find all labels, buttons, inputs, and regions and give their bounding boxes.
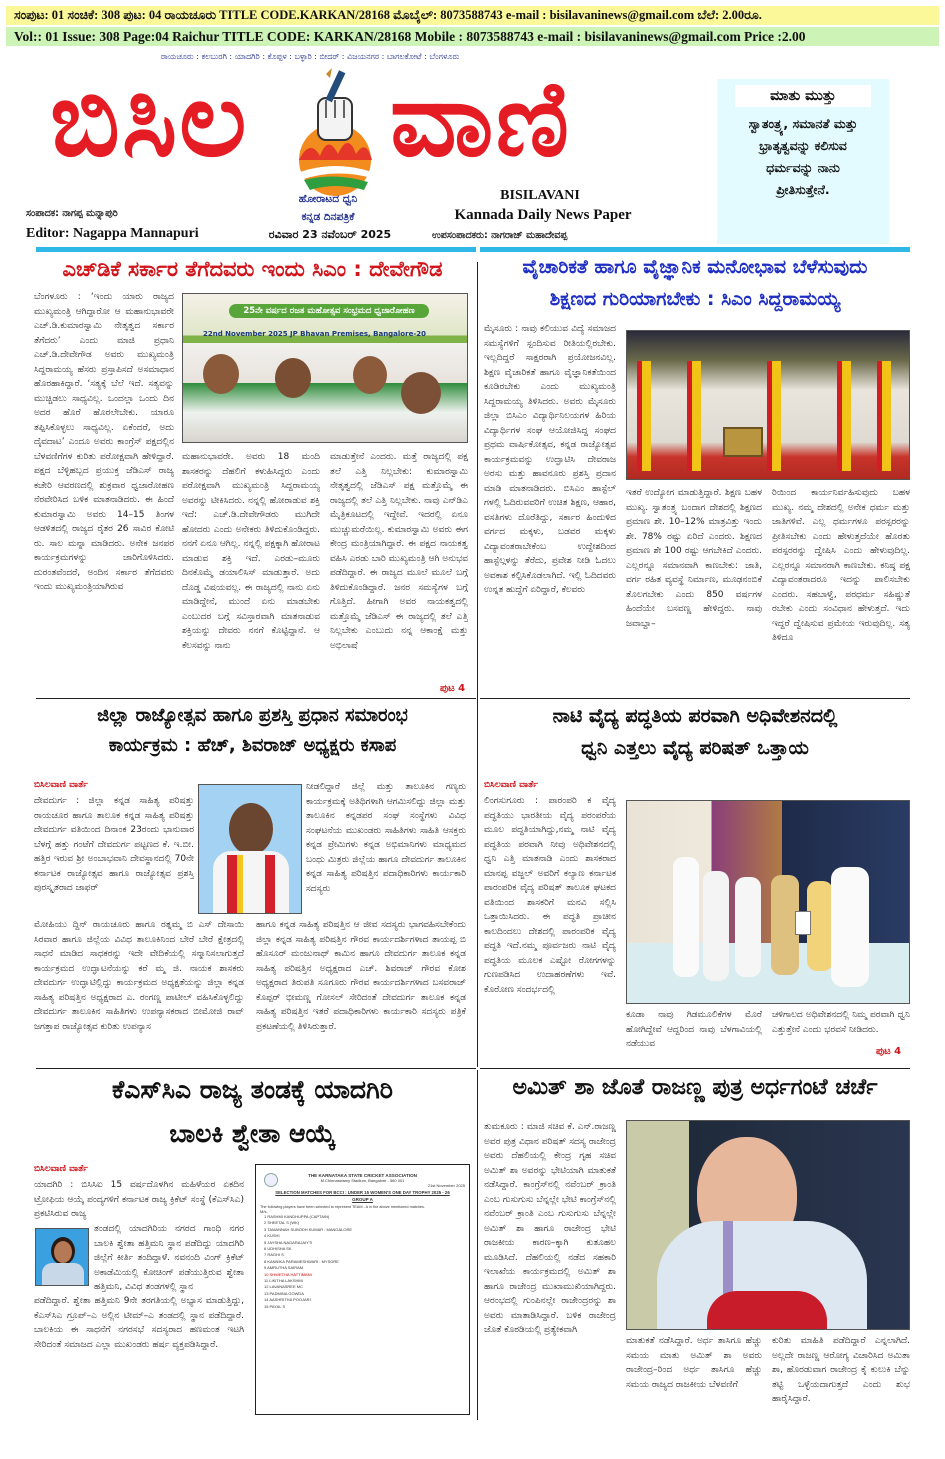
editor-kannada: ಸಂಪಾದಕ: ನಾಗಪ್ಪ ಮನ್ನಾಪುರಿ [26,208,118,219]
top-info-bar-english: Vol:: 01 Issue: 308 Page:04 Raichur TITLE CODE: KARKAN/28168 Mobile : 8073588743 e-mail : bisilavaninews@gmail.com Price :2.00 [6,27,939,46]
byline: ಬಿಸಿಲವಾಣಿ ವಾರ್ತೆ [34,780,88,790]
column-divider [477,1070,478,1420]
ksca-selection-document [255,1164,470,1415]
photo-banner: 25ನೇ ವರ್ಷದ ರಜತ ಮಹೋತ್ಸವ ಸಂಭ್ರಮದ ಧ್ವಜಾರೋಹಣ [229,304,429,318]
headline-line1[interactable]: ಜಿಲ್ಲಾ ರಾಜ್ಯೋತ್ಸವ ಹಾಗೂ ಪ್ರಶಸ್ತಿ ಪ್ರಧಾನ ಸಮಾರಂಭ [97,705,408,726]
article-column: ಲಿಂಗಸುಗೂರು : ಪಾರಂಪರಿ ಕ ವೈದ್ಯ ಪದ್ಧತಿಯು ಭಾರತೀಯ ವೈದ್ಯ ಪರಂಪರೆಯ ಮೂಲ ಪದ್ಧತಿಯಾಗಿದ್ದು,ನಮ್ಮ ನಾಟಿ ವೈದ್ಯ ಪದ್ಧತಿಯ ಪರವಾಗಿ ನೀವು ಅಧಿವೇಶನದಲ್ಲಿ ಧ್ವನಿ ಎತ್ತಿ ಮಾತನಾಡಿ ಎಂದು ಶಾಸಕರಾದ ಮಾನಪ್ಪ ವಜ್ಜಲ್ ಅವರಿಗೆ ಕಲ್ಯಾಣ ಕರ್ನಾಟಕ ಪಾರಂಪರಿಕ ವೈದ್ಯ ಪರಿಷತ್ ತಾಲೂಕ ಘಟಕದ ವತಿಯಿಂದ ಶಾಸಕರಿಗೆ ಮನವಿ ಸಲ್ಲಿಸಿ ಒತ್ತಾಯಿಸಿದರು. ಈ ಪದ್ಧತಿ ಪ್ರಾಚೀನ ಕಾಲದಿಂದಲು ದೇಶದಲ್ಲಿ ಪಾರಂಪರಿಕ ವೈದ್ಯ ಪದ್ಧತಿ ಇದೆ.ನಮ್ಮ ಪೂರ್ವಜರು ನಾಟಿ ವೈದ್ಯ ಪದ್ಧತಿಯ ಮೂಲಕ ಎಷ್ಟೋ ರೋಗಗಳನ್ನು ಗುಣಪಡಿಸಿದ ಉದಾಹರಣೆಗಳು ಇವೆ. ಕೊರೋಣ ಸಂದರ್ಭದಲ್ಲಿ [484,796,616,995]
article-column: ಪಡೆದಿದ್ದಾರೆ. ಶ್ವೇತಾ ಹತ್ತಿಮನಿ 9ನೇ ತರಗತಿಯಲ್ಲಿ ಅಭ್ಯಾಸ ಮಾಡುತ್ತಿದ್ದು, ಕೆಎಸ್‌ಸಿಎ ಗ್ರೂಪ್–ಎ ಅಲ್ಲಿನ ಟೀಮ್–ಎ ತಂಡದಲ್ಲಿ ಸ್ಥಾನ ಪಡೆದಿದ್ದಾರೆ. ಬಾಲಕಿಯ ಈ ಸಾಧನೆಗೆ ನಗರಸಭೆ ಸದಸ್ಯರಾದ ಹಣಮಂತ ಇಟಗಿ ಸೇರಿದಂತೆ ಸಮಾಜದ ಎಲ್ಲಾ ಮುಖಂಡರು ಹರ್ಷ ವ್ಯಕ್ತಪಡಿಸಿದ್ದಾರೆ. [34,1296,244,1350]
newspaper-name-english: BISILAVANI [500,188,580,203]
byline: ಬಿಸಿಲವಾಣಿ ವಾರ್ತೆ [34,1164,88,1174]
doc-org: THE KARNATAKA STATE CRICKET ASSOCIATION [308,1173,417,1178]
newspaper-logo[interactable] [50,58,660,192]
quote-body [717,113,889,201]
editor-english: Editor: Nagappa Mannapuri [26,226,199,241]
column-divider [477,262,478,1067]
article-column: ಚಳಿಗಾಲದ ಅಧಿವೇಶನದಲ್ಲಿ ನಿಮ್ಮ ಪರವಾಗಿ ಧ್ವನಿ ಎತ್ತುತ್ತೇನೆ ಎಂದು ಭರವಸೆ ನೀಡಿದರು. [772,1010,910,1035]
article-column: ನೀಡಲಿದ್ದಾರೆ ಜಿಲ್ಲೆ ಮತ್ತು ತಾಲೂಕಿನ ಗಣ್ಯರು ಕಾರ್ಯಕ್ರಮಕ್ಕೆ ಅತಿಥಿಗಳಾಗಿ ಆಗಮಿಸಲಿದ್ದು ಜಿಲ್ಲಾ ಮತ್ತು ತಾಲೂಕಿನ ಕನ್ನಡಪರ ಸಂಘ ಸಂಸ್ಥೆಗಳು ವಿವಿಧ ಸಂಘಟನೆಯ ಮುಖಂಡರು ಸಾಹಿತಿಗಳು ಸಾಹಿತಿ ಆಸಕ್ತರು ಕನ್ನಡ ಪ್ರೇಮಿಗಳು ಕನ್ನಡ ಅಭಿಮಾನಿಗಳು ಮಾಧ್ಯಮದ ಬಂಧು ಮಿತ್ರರು ಜಿಲ್ಲೆಯ ಹಾಗೂ ದೇವದುರ್ಗ ತಾಲೂಕಿನ ಕನ್ನಡ ಸಾಹಿತ್ಯ ಪರಿಷತ್ತಿನ ಪದಾಧಿಕಾರಿಗಳು ಕಾರ್ಯಕಾರಿ ಸದಸ್ಯರು [306,782,466,894]
doc-player: 6 UDHISHA SK [264,1246,292,1252]
headline-line2[interactable]: ಧ್ವನಿ ಎತ್ತಲು ವೈದ್ಯ ಪರಿಷತ್ ಒತ್ತಾಯ [581,737,809,759]
article-column: ಕುರಿತು ಮಾಹಿತಿ ಪಡೆದಿದ್ದಾರೆ ಎನ್ನಲಾಗಿದೆ. ಅಲ್ಲದೇ ರಾಜಣ್ಣ ಆರೋಗ್ಯ ವಿಚಾರಿಸಿದ ಅಮಿತಾ ಶಾ, ಹೊರಡುವಾಗ ರಾಜೇಂದ್ರ ಕೈ ಕುಲುಕಿ ಬೆನ್ನು ತಟ್ಟಿ ಒಳ್ಳೆಯದಾಗುತ್ತದೆ ಎಂದು ಶುಭ ಹಾರೈಸಿದ್ದಾರೆ. [772,1336,910,1404]
doc-player: 2 SHEETAL S (WK) [264,1220,300,1226]
divider [480,698,910,699]
doc-player: 13 PADMINA GOWDA [264,1290,304,1296]
article-column: ಕೂಡಾ ನಾವು ಗಿಡಮೂಲಿಕೆಗಳ ಮೊರೆ ಹೋಗಿದ್ದೇವೆ ಆದ್ದರಿಂದ ನಾವು ಬೆಳಗಾವಿಯಲ್ಲಿ ನಡೆಯುವ [626,1010,762,1049]
issue-date: ರವಿವಾರ 23 ನವೆಂಬರ್ 2025 [268,228,392,241]
doc-intro: The following players have been selected to represent TEAM - A in the above mentioned matches. [260,1205,425,1209]
doc-player-list [260,1214,465,1310]
top-info-bar-kannada: ಸಂಪುಟ: 01 ಸಂಚಿಕೆ: 308 ಪುಟ: 04 ರಾಯಚೂರು TITLE CODE.KARKAN/28168 ಮೊಬೈಲ್: 8073588743 e-mail : bisilavaninews@gmail.com ಬೆಲೆ: 2.00ರೂ. [6,6,939,25]
article-column: ತುಮಕೂರು : ಮಾಜಿ ಸಚಿವ ಕೆ. ಎನ್.ರಾಜಣ್ಣ ಅವರ ಪುತ್ರ ವಿಧಾನ ಪರಿಷತ್ ಸದಸ್ಯ ರಾಜೇಂದ್ರ ಅವರು ದೆಹಲಿಯಲ್ಲಿ ಕೇಂದ್ರ ಗೃಹ ಸಚಿವ ಅಮಿತ್ ಶಾ ಅವರನ್ನು ಭೇಟಿಯಾಗಿ ಮಾತುಕತೆ ನಡೆಸಿದ್ದಾರೆ. ಕಾಂಗ್ರೆಸ್‌ನಲ್ಲಿ ನವೆಂಬರ್ ಕ್ರಾಂತಿ ಎಂಬ ಗುಸುಗುಸು ಬೆನ್ನಲ್ಲೇ ಭೇಟಿ ಕಾಂಗ್ರೆಸ್‌ನಲ್ಲಿ ನವೆಂಬರ್ ಕ್ರಾಂತಿ ಎಂಬ ಗುಸುಗುಸು ಬೆನ್ನಲ್ಲೇ ಅಮಿತ್ ಶಾ ಹಾಗೂ ರಾಜೇಂದ್ರ ಭೇಟಿ ರಾಜಕೀಯ ಕಾರಣ–ಕ್ಕಾಗಿ ಕುತೂಹಲ ಮೂಡಿಸಿದೆ. ದೆಹಲಿಯಲ್ಲಿ ನಡೆದ ಸಹಕಾರಿ ಇಲಾಖೆಯ ಕಾರ್ಯಕ್ರಮದಲ್ಲಿ ಅಮಿತ್ ಶಾ ಹಾಗೂ ರಾಜೇಂದ್ರ ಮುಖಾಮುಖಿಯಾಗಿದ್ದರು. ಆರಂಭದಲ್ಲಿ ಗುಂಪಿನಲ್ಲೇ ರಾಜೇಂದ್ರರನ್ನು ಶಾ ಅವರು ಮಾತಾಡಿಸಿದ್ದಾರೆ. ಬಳಿಕ ರಾಜೇಂದ್ರ ಜೊತೆ ಕೊಠಡಿಯಲ್ಲಿ ಪ್ರತ್ಯೇಕವಾಗಿ [484,1122,616,1335]
doc-player: 15 PAYAL S [264,1303,286,1309]
logo-text-part2: ವಾಣಿ [390,58,572,180]
photo-memorandum [626,800,910,1004]
photo-award-ceremony [626,330,910,480]
headline[interactable]: ಅಮಿತ್ ಶಾ ಜೊತೆ ರಾಜಣ್ಣ ಪುತ್ರ ಅರ್ಧಗಂಟೆ ಚರ್ಚೆ [512,1075,878,1100]
divider [480,247,910,252]
ksca-emblem-icon [264,1173,278,1187]
doc-address: M.Chinnaswamy Stadium, Bangalore - 560 001 [320,1178,405,1183]
fist-pen-emblem-icon [280,68,390,196]
divider [36,1068,476,1069]
byline: ಬಿಸಿಲವಾಣಿ ವಾರ್ತೆ [484,780,538,790]
headline[interactable]: ಎಚ್‌ಡಿಕೆ ಸರ್ಕಾರ ತೆಗೆದವರು ಇಂದು ಸಿಎಂ : ದೇವೇಗೌಡ [62,257,443,281]
doc-player: 7 RAGHI S [264,1252,284,1258]
quote-title: ಮಾತು ಮುತ್ತು [735,85,871,107]
doc-player: 11 LIKITHA LAKSHMI [264,1278,303,1284]
headline-line2[interactable]: ಕಾರ್ಯಕ್ರಮ : ಹೆಚ್, ಶಿವರಾಜ್ ಅಧ್ಯಕ್ಷರು ಕಸಾಪ [108,735,397,756]
headline-line1[interactable]: ನಾಟಿ ವೈದ್ಯ ಪದ್ಧತಿಯ ಪರವಾಗಿ ಅಧಿವೇಶನದಲ್ಲಿ [552,705,838,727]
doc-player: 3 TAMANNAH SUBODH KUMAR : MANGALORE [264,1226,353,1232]
tagline-2: ಕನ್ನಡ ದಿನಪತ್ರಿಕೆ [301,211,355,223]
quote-line: ಪ್ರೀತಿಸುತ್ತೇನೆ. [776,182,830,197]
article-column: ಮಾತುಕತೆ ನಡೆಸಿದ್ದಾರೆ. ಅರ್ಧ ತಾಸಿಗೂ ಹೆಚ್ಚು ಸಮಯ ಮಾತು ಅಮಿತ್ ಶಾ ಅವರು ರಾಜೇಂದ್ರ–ರಿಂದ ಅರ್ಧ ತಾಸಿಗೂ ಹೆಚ್ಚು ಸಮಯ ರಾಜ್ಯದ ರಾಜಕೀಯ ಬೆಳವಣಿಗೆ [626,1336,762,1390]
quote-line: ಧರ್ಮವನ್ನು ನಾನು [766,160,840,175]
photo-shwetha [35,1228,89,1286]
divider [480,1068,910,1069]
headline-line2[interactable]: ಶಿಕ್ಷಣದ ಗುರಿಯಾಗಬೇಕು : ಸಿಎಂ ಸಿದ್ದರಾಮಯ್ಯ [549,288,841,310]
photo-shivaraj [198,784,302,914]
logo-text-part1: ಬಿಸಿಲ [50,58,249,180]
doc-group: GROUP A [352,1197,373,1202]
doc-date: 21st November 2025 [427,1183,465,1188]
photo-banner-caption: 22nd November 2025 JP Bhavan Premises, Bangalore-20 [203,330,426,338]
continued-page-label[interactable]: ಪುಟ 4 [440,683,466,694]
doc-title: SELECTION MATCHES FOR BCCI : UNDER 15 WOMEN'S ONE DAY TROPHY 2025 - 26 [275,1190,450,1195]
article-column: ಇತರೆ ಉದ್ಯೋಗ ಮಾಡುತ್ತಿದ್ದಾರೆ. ಶಿಕ್ಷಣ ಬಹಳ ಮುಖ್ಯ. ಸ್ವಾತಂತ್ರ್ಯ ಬಂದಾಗ ದೇಶದಲ್ಲಿ ಶಿಕ್ಷಣದ ಪ್ರಮಾಣ ಶೇ. 10–12% ಮಾತ್ರವಿತ್ತು ಇಂದು ಶೇ. 78% ರಷ್ಟು ಏರಿದೆ ಎಂದರು. ಶಿಕ್ಷಣದ ಪ್ರಮಾಣ ಶೇ 100 ರಷ್ಟು ಆಗಬೇಕಿದೆ ಎಂದರು. ಎಲ್ಲರನ್ನೂ ಸಮಾನವಾಗಿ ಕಾಣಬೇಕು: ಜಾತಿ, ವರ್ಗ ರಹಿತ ವ್ಯವಸ್ಥೆ ನಿರ್ಮಾಣ, ಮೂಢನಂಬಿಕೆ ತೊಲಗಬೇಕು ಎಂದು 850 ವರ್ಷಗಳ ಹಿಂದೆಯೇ ಬಸವಣ್ಣ ಹೇಳಿದ್ದರು. ನಾವು ಜವಾಬ್ದಾ– [626,488,762,629]
quote-line: ಭ್ರಾತೃತ್ವವನ್ನು ಕಲಿಸುವ [759,138,847,153]
doc-player: 9 AMRUTHA SAIRAM [264,1265,304,1271]
article-column: ಹಾಗೂ ಕನ್ನಡ ಸಾಹಿತ್ಯ ಪರಿಷತ್ತಿನ ಆ ಜೀವ ಸದಸ್ಯರು ಭಾಗವಹಿಸಬೇಕೆಂದು ಜಿಲ್ಲಾ ಕನ್ನಡ ಸಾಹಿತ್ಯ ಪರಿಷತ್ತಿನ ಗೌರವ ಕಾರ್ಯದರ್ಶಿಗಳಾದ ತಾಯಪ್ಪ ಬಿ ಹೊಸೂರ್ ಮಂಜುನಾಥ್ ಕಾಮಿನ ಹಾಗೂ ದೇವದುರ್ಗ ತಾಲೂಕ ಕನ್ನಡ ಸಾಹಿತ್ಯ ಪರಿಷತ್ತಿನ ಅಧ್ಯಕ್ಷರಾದ ಎಚ್. ಶಿವರಾಜ್ ಗೌರವ ಕೋಶ ಅಧ್ಯಕ್ಷರಾದ ತಿರುಪತಿ ಸೂಗೂರು ಗೌರವ ಕಾರ್ಯದರ್ಶಿಗಳಾದ ಬಸವರಾಜ್ ಕೊಪ್ಪರ್ ಭೀಮಣ್ಣ ಗೋಸಲ್ ಸೇರಿದಂತೆ ದೇವದುರ್ಗ ತಾಲೂಕ ಕನ್ನಡ ಸಾಹಿತ್ಯ ಪರಿಷತ್ತಿನ ಇತರೆ ಪದಾಧಿಕಾರಿಗಳು ಕಾರ್ಯಕಾರಿ ಸದಸ್ಯರು ಪತ್ರಿಕೆ ಪ್ರಕಟಣೆಯಲ್ಲಿ ತಿಳಿಸಿರುತ್ತಾರೆ. [256,920,466,1032]
edition-cities: ರಾಯಚೂರು : ಕಲಬುರಗಿ : ಯಾದಗಿರಿ : ಕೊಪ್ಪಳ : ಬಳ್ಳಾರಿ : ಬೀದರ್ : ವಿಜಯನಗರ : ಬಾಗಲಕೋಟೆ : ಬೆಂಗಳೂರು [160,52,460,61]
doc-player: 12 LAVANASREE MC [264,1284,303,1290]
quote-line: ಸ್ವಾತಂತ್ರ್ಯ, ಸಮಾನತೆ ಮತ್ತು [748,116,858,131]
tagline-1: ಹೋರಾಟದ ಧ್ವನಿ [298,193,358,205]
doc-ms: M/s. [260,1209,268,1214]
photo-jds-event [182,293,468,443]
doc-player: 1 RASHMI KANDHUPPA (CAPTAIN) [264,1214,330,1219]
divider [36,247,476,252]
photo-amit-shah [626,1120,910,1330]
continued-page-label[interactable]: ಪುಟ 4 [876,1046,902,1057]
article-column: ತಂಡದಲ್ಲಿ ಯಾದಗಿರಿಯ ನಗರದ ಗಾಂಧಿ ನಗರ ಬಾಲಕಿ ಶ್ವೇತಾ ಹತ್ತಿಮನಿ ಸ್ಥಾನ ಪಡೆದಿದ್ದು ಯಾದಗಿರಿ ಜಿಲ್ಲೆಗೆ ಕೀರ್ತಿ ತಂದಿದ್ದಾಳೆ. ನವನಂದಿ ವಿಂಗ್ ಕ್ರಿಕೆಟ್ ಅಕಾಡೆಮಿಯಲ್ಲಿ ಕೋಚಿಂಗ್ ಪಡೆಯುತ್ತಿರುವ ಶ್ವೇತಾ ಹತ್ತಿಮನಿ, ವಿವಿಧ ತಂಡಗಳಲ್ಲಿ ಸ್ಥಾನ [94,1224,244,1292]
quote-box [717,79,889,244]
headline-line2[interactable]: ಬಾಲಕಿ ಶ್ವೇತಾ ಆಯ್ಕೆ [169,1119,336,1148]
headline-line1[interactable]: ವೈಚಾರಿಕತೆ ಹಾಗೂ ವೈಜ್ಞಾನಿಕ ಮನೋಭಾವ ಬೆಳೆಸುವುದು [522,256,868,278]
article-column: ರಿಯಿಂದ ಕಾರ್ಯನಿರ್ವಹಿಸುವುದು ಬಹಳ ಮುಖ್ಯ. ನಮ್ಮ ದೇಶದಲ್ಲಿ ಅನೇಕ ಧರ್ಮ ಮತ್ತು ಜಾತಿಗಳಿವೆ. ಎಲ್ಲ ಧರ್ಮಗಳೂ ಪರಸ್ಪರರನ್ನು ಪ್ರೀತಿಸಬೇಕು ಎಂದು ಹೇಳುತ್ತದೆಯೇ ಹೊರತು ಪರಸ್ಪರರನ್ನು ದ್ವೇಷಿಸಿ ಎಂದು ಹೇಳುವುದಿಲ್ಲ. ಎಲ್ಲರನ್ನೂ ಸಮಾನರಾಗಿ ಕಾಣಬೇಕು. ಕನಿಷ್ಠ ಪಕ್ಷ ವಿದ್ಯಾವಂತರಾದರೂ ಇದನ್ನು ಪಾಲಿಸಬೇಕು ಎಂದರು. ಸಹಬಾಳ್ವೆ, ಪರಧರ್ಮ ಸಹಿಷ್ಣುತೆ ರಬೇಕು ಎಂದು ಸಂವಿಧಾನ ಹೇಳುತ್ತದೆ. ಇದು ಇದ್ದರೆ ದ್ವೇಷಿಸುವ ಪ್ರಮೇಯ ಇರುವುದಿಲ್ಲ. ಸತ್ಯ ತಿಳಿದೂ [772,488,910,643]
doc-player: 5 JAYSHA NAGARAJAIYTI [264,1239,313,1245]
article-column: ಮಹಾನುಭಾವರೇ. ಅವರು 18 ಮಂದಿ ಶಾಸಕರನ್ನು ದೆಹಲಿಗೆ ಕಳುಹಿಸಿದ್ದರು ಎಂದು ಪರೋಕ್ಷವಾಗಿ ಮುಖ್ಯಮಂತ್ರಿ ಸಿದ್ದರಾಮಯ್ಯ ಅವರನ್ನು ಟೀಕಿಸಿದರು. ನನ್ನಲ್ಲಿ ಹೋರಾಡುವ ಶಕ್ತಿ ಇದೆ: ಎಚ್.ಡಿ.ದೇವೇಗೌಡರು ಮುಗಿದೇ ಹೋದರು ಎಂದು ಅನೇಕರು ತಿಳಿದುಕೊಂಡಿದ್ದರು. ನನಗೆ ಏನೂ ಆಗಿಲ್ಲ. ನನ್ನಲ್ಲಿ ಪಕ್ಷಕ್ಕಾಗಿ ಹೋರಾಟ ಮಾಡುವ ಶಕ್ತಿ ಇದೆ. ಎರಡು–ಮೂರು ದಿನಕೊಮ್ಮೆ ಡಯಾಲಿಸಿಸ್ ಮಾಡುತ್ತಾರೆ. ಅದು ದೊಡ್ಡ ವಿಷಯವಲ್ಲ. ಈ ರಾಜ್ಯದಲ್ಲಿ ನಾನು ಏನು ಮಾಡಿದ್ದೇನೆ, ಮುಂದೆ ಏನು ಮಾಡಬೇಕು ಎಂಬುದರ ಬಗ್ಗೆ ಸವಿಸ್ತಾರವಾಗಿ ಮಾತನಾಡುವ ಶಕ್ತಿಯನ್ನು ದೇವರು ನನಗೆ ಕೊಟ್ಟಿದ್ದಾನೆ. ಆ ಕೆಲಸವನ್ನು ನಾನು [182,452,320,651]
article-column: ಮೋಹಿಯು ದ್ದಿನ್ ರಾಯಚೂರು ಹಾಗೂ ರತ್ನಮ್ಮ ಬಿ ಎಸ್ ದೇಸಾಯಿ ಸಿರವಾರ ಹಾಗೂ ಜಿಲ್ಲೆಯ ವಿವಿಧ ತಾಲೂಕಿನಿಂದ ಬೇರೆ ಬೇರೆ ಕ್ಷೇತ್ರದಲ್ಲಿ ಸಾಧನೆ ಮಾಡಿದ ಸಾಧಕರನ್ನು ಇದೇ ವೇದಿಕೆಯಲ್ಲಿ ಸನ್ಮಾನಿಸಲಾಗುತ್ತದೆ ಕಾರ್ಯಕ್ರಮದ ಉದ್ಘಾಟನೆಯನ್ನು ಕರೆ ಮ್ಮ ಜಿ. ನಾಯಕ ಶಾಸಕರು ದೇವದುರ್ಗ ಉದ್ಘಾಟಿಲ್ಲಿದ್ದು ಕಾರ್ಯಕ್ರಮದ ಅಧ್ಯಕ್ಷತೆಯನ್ನು ಜಿಲ್ಲಾ ಕನ್ನಡ ಸಾಹಿತ್ಯ ಪರಿಷತ್ತಿನ ಅಧ್ಯಕ್ಷರಾದ ಎ. ರಂಗಣ್ಣ ಪಾಟೀಲ್ ವಹಿಸಿಕೊಳ್ಳಲಿದ್ದು ದೇವದುರ್ಗ ತಾಲೂಕಿನ ಸಾಹಿತಿಗಳು ಉಪನ್ಯಾಸಕರಾದ ಬೀಮೋಜಿ ರಾವ್ ಜಗತ್ತಾಪ ರಾಜ್ಯೋತ್ಸವ ಕುರಿತು ಉಪನ್ಯಾಸ [34,920,244,1032]
article-column: ಯಾದಗಿರಿ : ಬಿಸಿಸಿಐ 15 ವರ್ಷದೊಳಗಿನ ಮಹಿಳೆಯರ ಏಕದಿನ ಟ್ರೋಫಿಯ ಆಯ್ಕೆ ಪಂದ್ಯಗಳಿಗೆ ಕರ್ನಾಟಕ ರಾಜ್ಯ ಕ್ರಿಕೆಟ್ ಸಂಸ್ಥೆ (ಕೆಎಸ್‌ಸಿಎ) ಪ್ರಕಟಿಸಿರುವ ರಾಜ್ಯ [34,1180,244,1219]
doc-player: 10 SHWETHA HATTIMANI [264,1271,312,1277]
doc-player: 14 AASHRITHA POOJARI [264,1297,311,1303]
doc-player: 8 KANNIKA PARAMESHWARI : MYSORE [264,1258,339,1264]
article-column: ದೇವದುರ್ಗ : ಜಿಲ್ಲಾ ಕನ್ನಡ ಸಾಹಿತ್ಯ ಪರಿಷತ್ತು ರಾಯಚೂರ ಹಾಗೂ ತಾಲೂಕ ಕನ್ನಡ ಸಾಹಿತ್ಯ ಪರಿಷತ್ತು ದೇವದುರ್ಗ ವತಿಯಿಂದ ದಿನಾಂಕ 23ರಂದು ಭಾನುವಾರ ಬೆಳಗ್ಗೆ ಹತ್ತು ಗಂಟೆಗೆ ದೇವದುರ್ಗ ಪಟ್ಟಣದ ಕೆ. ಇ.ಬೀ. ಹತ್ತಿರ ಇರುವ ಶ್ರೀ ಅಂಬಾಭವಾನಿ ದೇವಸ್ಥಾನದಲ್ಲಿ 70ನೇ ಕರ್ನಾಟಕ ರಾಜ್ಯೋತ್ಸವ ಹಾಗೂ ರಾಜ್ಯೋತ್ಸವ ಪ್ರಶಸ್ತಿ ಪುರಸ್ಕೃತರಾದ ಜಾಫರ್ [34,796,194,893]
article-column: ಮೈಸೂರು : ನಾವು ಕಲಿಯುವ ವಿದ್ಯೆ ಸಮಾಜದ ಸಮಸ್ಯೆಗಳಿಗೆ ಸ್ಪಂದಿಸುವ ರೀತಿಯಲ್ಲಿರಬೇಕು. ಇಲ್ಲದಿದ್ದರೆ ಸಾಕ್ಷರರಾಗಿ ಪ್ರಯೋಜನವಿಲ್ಲ. ಶಿಕ್ಷಣ ವೈಚಾರಿಕತೆ ಹಾಗೂ ವೈಜ್ಞಾನಿಕತೆಯಿಂದ ಕೂಡಿರಬೇಕು ಎಂದು ಮುಖ್ಯಮಂತ್ರಿ ಸಿದ್ದರಾಮಯ್ಯ ತಿಳಿಸಿದರು. ಅವರು ಮೈಸೂರು ಜಿಲ್ಲಾ ಬಿಸಿಎಂ ವಿದ್ಯಾರ್ಥಿನಿಲಯಗಳ ಹಿರಿಯ ವಿದ್ಯಾರ್ಥಿಗಳ ಸಂಘ ಆಯೋಜಿಸಿದ್ದ ಸಂಘದ ಪ್ರಥಮ ವಾರ್ಷಿಕೋತ್ಸವ, ಕನ್ನಡ ರಾಜ್ಯೋತ್ಸವ ಕಾರ್ಯಕ್ರಮವನ್ನು ಉದ್ಘಾಟಿಸಿ ದೇವರಾಜ ಅರಸು ಮತ್ತು ಹಾವನೂರು ಪ್ರಶಸ್ತಿ ಪ್ರದಾನ ಮಾಡಿ ಮಾತನಾಡಿದರು. ಬಿಸಿಎಂ ಹಾಸ್ಟೆಲ್ ಗಳಲ್ಲಿ ಓದಿರುವವರಿಗೆ ಉಚಿತ ಶಿಕ್ಷಣ, ಆಹಾರ, ವಸತಿಗಳು ದೊರೆತಿದ್ದು, ಸರ್ಕಾರ ಹಿಂದುಳಿದ ವರ್ಗದ ಮಕ್ಕಳು, ಬಡವರ ಮಕ್ಕಳು ವಿದ್ಯಾವಂತರಾಬೇಕೆಂಬ ಉದ್ದೇಶದಿಂದ ಹಾಸ್ಟೆಲ್ಗಳನ್ನು ತೆರೆದು, ಪ್ರವೇಶ ನೀಡಿ ಓದಲು ಅವಕಾಶ ಕಲ್ಪಿಸಿಕೊಡಲಾಗಿದೆ. ಇಲ್ಲಿ ಓದಿದವರು ಉನ್ನತ ಹುದ್ದೆಗೆ ಏರಿದ್ದಾರೆ, ಕೆಲವರು [484,324,616,595]
headline-line1[interactable]: ಕೆಎಸ್‌ಸಿಎ ರಾಜ್ಯ ತಂಡಕ್ಕೆ ಯಾದಗಿರಿ [112,1075,393,1104]
article-column: ಬೆಂಗಳೂರು : ‘ಇಂದು ಯಾರು ರಾಜ್ಯದ ಮುಖ್ಯಮಂತ್ರಿ ಆಗಿದ್ದಾರೋ ಆ ಮಹಾನುಭಾವರೇ ಎಚ್.ಡಿ.ಕುಮಾರಸ್ವಾಮಿ ನೇತೃತ್ವದ ಸರ್ಕಾರ ತೆಗೆದರು’ ಎಂದು ಮಾಜಿ ಪ್ರಧಾನಿ ಎಚ್.ಡಿ.ದೇವೇಗೌಡ ಅವರು ಮುಖ್ಯಮಂತ್ರಿ ಸಿದ್ದರಾಮಯ್ಯ ಹೆಸರು ಪ್ರಸ್ತಾಪಿಸದೆ ಅಸಮಾಧಾನ ಹೊರಹಾಕಿದ್ದಾರೆ. ‘ಸತ್ಯಕ್ಕೆ ಬೆಲೆ ಇದೆ. ಸತ್ಯವನ್ನು ಮುಚ್ಚಿಡಲು ಸಾಧ್ಯವಿಲ್ಲ. ಒಂದಲ್ಲಾ ಒಂದು ದಿನ ಅದರ ಹೊರೆ ಹೊರಲೇಬೇಕು. ಯಾರೂ ತಪ್ಪಿಸಿಕೊಳ್ಳಲು ಸಾಧ್ಯವಿಲ್ಲ. ಏಕೆಂದರೆ, ಅದು ದೈವದಾಟ’ ಎಂದೂ ಅವರು ಕಾಂಗ್ರೆಸ್ ಪಕ್ಷದಲ್ಲಿನ ಬೆಳವಣಿಗೆಗಳ ಕುರಿತು ಪರೋಕ್ಷವಾಗಿ ಹೇಳಿದ್ದಾರೆ. ಪಕ್ಷದ ಬೆಳ್ಳಿಹಬ್ಬದ ಪ್ರಯುಕ್ತ ಜೆಡಿಎಸ್ ರಾಜ್ಯ ಕಚೇರಿ ಆವರಣದಲ್ಲಿ ಶುಕ್ರವಾರ ಧ್ವಜಾರೋಹಣ ನೆರವೇರಿಸಿದ ಬಳಿಕ ಮಾತನಾಡಿದರು. ಈ ಹಿಂದೆ ಕುಮಾರಸ್ವಾಮಿ ಅವರು 14–15 ತಿಂಗಳ ಆಡಳಿತದಲ್ಲಿ ರಾಜ್ಯದ ರೈತರ 26 ಸಾವಿರ ಕೋಟಿ ರು. ಸಾಲ ಮನ್ನಾ ಮಾಡಿದರು. ಅನೇಕ ಜನಪರ ಕಾರ್ಯಕ್ರಮಗಳನ್ನು ಜಾರಿಗೊಳಿಸಿದರು. ದುರಂತವೆಂದರೆ, ಅಂದಿನ ಸರ್ಕಾರ ತೆಗೆದವರು ಇಂದು ಮುಖ್ಯಮಂತ್ರಿಯಾಗಿರುವ [34,292,174,592]
sub-editor: ಉಪಸಂಪಾದಕರು: ನಾಗರಾಜ್ ಮಹಾದೇವಪ್ಪ [432,230,568,241]
divider [36,698,476,699]
newspaper-subtitle: Kannada Daily News Paper [454,207,632,223]
article-column: ಮಾಡುತ್ತೇನೆ ಎಂದರು. ಮತ್ತೆ ರಾಜ್ಯದಲ್ಲಿ ಪಕ್ಷ ತಲೆ ಎತ್ತಿ ನಿಲ್ಲಬೇಕು: ಕುಮಾರಸ್ವಾಮಿ ನೇತೃತ್ವದಲ್ಲಿ ಜೆಡಿಎಸ್ ಪಕ್ಷ ಮತ್ತೊಮ್ಮೆ ಈ ರಾಜ್ಯದಲ್ಲಿ ತಲೆ ಎತ್ತಿ ನಿಲ್ಲಬೇಕು. ನಾವು ಎನ್‌ಡಿಎ ಮೈತ್ರಿಕೂಟದಲ್ಲಿ ಇದ್ದೇವೆ. ಇದರಲ್ಲಿ ಏನೂ ಮುಚ್ಚುಮರೆಯಿಲ್ಲ. ಕುಮಾರಸ್ವಾಮಿ ಅವರು ಈಗ ಕೇಂದ್ರ ಮಂತ್ರಿಯಾಗಿದ್ದಾರೆ. ಈ ಪಕ್ಷದ ನಾಯಕತ್ವ ವಹಿಸಿ ಎರಡು ಬಾರಿ ಮುಖ್ಯಮಂತ್ರಿ ಆಗಿ ಅನುಭವ ಪಡೆದಿದ್ದಾರೆ. ಈ ರಾಜ್ಯದ ಮೂಲೆ ಮೂಲೆ ಬಗ್ಗೆ ತಿಳಿದುಕೊಂಡಿದ್ದಾರೆ. ಜನರ ಸಮಸ್ಯೆಗಳ ಬಗ್ಗೆ ಗೊತ್ತಿದೆ. ಹೀಗಾಗಿ ಅವರ ನಾಯಕತ್ವದಲ್ಲಿ ಮತ್ತೊಮ್ಮೆ ಜೆಡಿಎಸ್ ಈ ರಾಜ್ಯದಲ್ಲಿ ತಲೆ ಎತ್ತಿ ನಿಲ್ಲಬೇಕು ಎಂಬುದು ನನ್ನ ಆಕಾಂಕ್ಷೆ ಮತ್ತು ಅಭಿಲಾಷೆ [330,452,468,651]
doc-player: 4 KUSHI [264,1233,280,1239]
